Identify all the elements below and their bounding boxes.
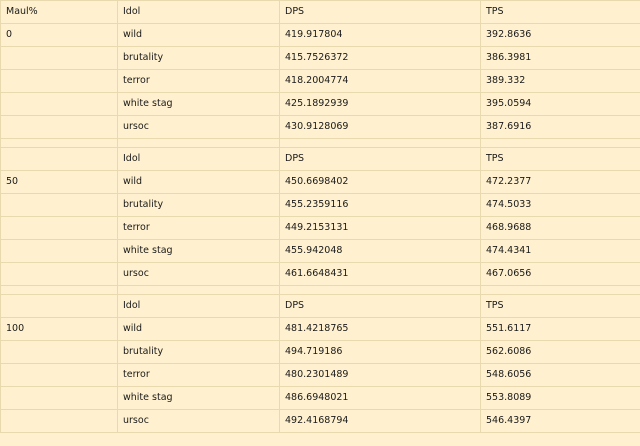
subheader-tps: TPS xyxy=(481,295,640,318)
subheader-row xyxy=(1,295,640,318)
tps-cell: 551.6117 xyxy=(481,318,640,341)
idol-cell: terror xyxy=(118,217,280,240)
maul-percent-cell xyxy=(1,70,118,93)
subheader-row xyxy=(1,148,640,171)
tps-cell: 392.8636 xyxy=(481,24,640,47)
maul-percent-cell xyxy=(1,364,118,387)
results-table-body xyxy=(1,1,640,433)
maul-percent-cell xyxy=(1,387,118,410)
idol-cell: ursoc xyxy=(118,263,280,286)
subheader-tps: TPS xyxy=(481,148,640,171)
maul-percent-cell xyxy=(1,410,118,433)
subheader-idol: Idol xyxy=(118,295,280,318)
table-row xyxy=(1,387,640,410)
table-row xyxy=(1,263,640,286)
subheader-blank xyxy=(1,148,118,171)
table-row xyxy=(1,217,640,240)
tps-cell: 468.9688 xyxy=(481,217,640,240)
idol-cell: white stag xyxy=(118,93,280,116)
maul-percent-cell xyxy=(1,194,118,217)
subheader-dps: DPS xyxy=(280,295,481,318)
tps-cell: 472.2377 xyxy=(481,171,640,194)
idol-cell: brutality xyxy=(118,194,280,217)
table-row xyxy=(1,24,640,47)
maul-percent-cell: 50 xyxy=(1,171,118,194)
header-dps: DPS xyxy=(280,1,481,24)
tps-cell: 474.4341 xyxy=(481,240,640,263)
maul-percent-cell xyxy=(1,240,118,263)
dps-cell: 494.719186 xyxy=(280,341,481,364)
header-row xyxy=(1,1,640,24)
idol-cell: wild xyxy=(118,171,280,194)
idol-cell: brutality xyxy=(118,47,280,70)
header-tps: TPS xyxy=(481,1,640,24)
table-row xyxy=(1,194,640,217)
dps-cell: 425.1892939 xyxy=(280,93,481,116)
maul-percent-cell xyxy=(1,93,118,116)
subheader-idol: Idol xyxy=(118,148,280,171)
maul-percent-cell: 100 xyxy=(1,318,118,341)
table-row xyxy=(1,240,640,263)
dps-cell: 480.2301489 xyxy=(280,364,481,387)
maul-percent-cell: 0 xyxy=(1,24,118,47)
table-row xyxy=(1,47,640,70)
idol-cell: terror xyxy=(118,364,280,387)
maul-percent-cell xyxy=(1,263,118,286)
dps-cell: 481.4218765 xyxy=(280,318,481,341)
dps-cell: 461.6648431 xyxy=(280,263,481,286)
table-row xyxy=(1,410,640,433)
table-row xyxy=(1,341,640,364)
tps-cell: 387.6916 xyxy=(481,116,640,139)
dps-cell: 418.2004774 xyxy=(280,70,481,93)
header-idol: Idol xyxy=(118,1,280,24)
idol-cell: ursoc xyxy=(118,116,280,139)
dps-cell: 430.9128069 xyxy=(280,116,481,139)
table-row xyxy=(1,116,640,139)
idol-cell: white stag xyxy=(118,387,280,410)
maul-percent-cell xyxy=(1,47,118,70)
dps-cell: 455.942048 xyxy=(280,240,481,263)
maul-percent-cell xyxy=(1,217,118,240)
table-row xyxy=(1,93,640,116)
spacer-row xyxy=(1,286,640,295)
idol-cell: terror xyxy=(118,70,280,93)
idol-cell: wild xyxy=(118,318,280,341)
subheader-blank xyxy=(1,295,118,318)
subheader-dps: DPS xyxy=(280,148,481,171)
idol-cell: brutality xyxy=(118,341,280,364)
maul-percent-cell xyxy=(1,341,118,364)
table-row xyxy=(1,318,640,341)
dps-cell: 492.4168794 xyxy=(280,410,481,433)
dps-cell: 486.6948021 xyxy=(280,387,481,410)
tps-cell: 553.8089 xyxy=(481,387,640,410)
dps-cell: 449.2153131 xyxy=(280,217,481,240)
tps-cell: 389.332 xyxy=(481,70,640,93)
table-row xyxy=(1,70,640,93)
tps-cell: 395.0594 xyxy=(481,93,640,116)
maul-percent-cell xyxy=(1,116,118,139)
dps-cell: 419.917804 xyxy=(280,24,481,47)
header-maul-percent: Maul% xyxy=(1,1,118,24)
idol-cell: white stag xyxy=(118,240,280,263)
table-row xyxy=(1,364,640,387)
dps-cell: 455.2359116 xyxy=(280,194,481,217)
tps-cell: 546.4397 xyxy=(481,410,640,433)
tps-cell: 386.3981 xyxy=(481,47,640,70)
tps-cell: 548.6056 xyxy=(481,364,640,387)
table-row xyxy=(1,171,640,194)
tps-cell: 562.6086 xyxy=(481,341,640,364)
tps-cell: 474.5033 xyxy=(481,194,640,217)
tps-cell: 467.0656 xyxy=(481,263,640,286)
dps-cell: 415.7526372 xyxy=(280,47,481,70)
idol-cell: ursoc xyxy=(118,410,280,433)
dps-cell: 450.6698402 xyxy=(280,171,481,194)
spacer-row xyxy=(1,139,640,148)
idol-cell: wild xyxy=(118,24,280,47)
